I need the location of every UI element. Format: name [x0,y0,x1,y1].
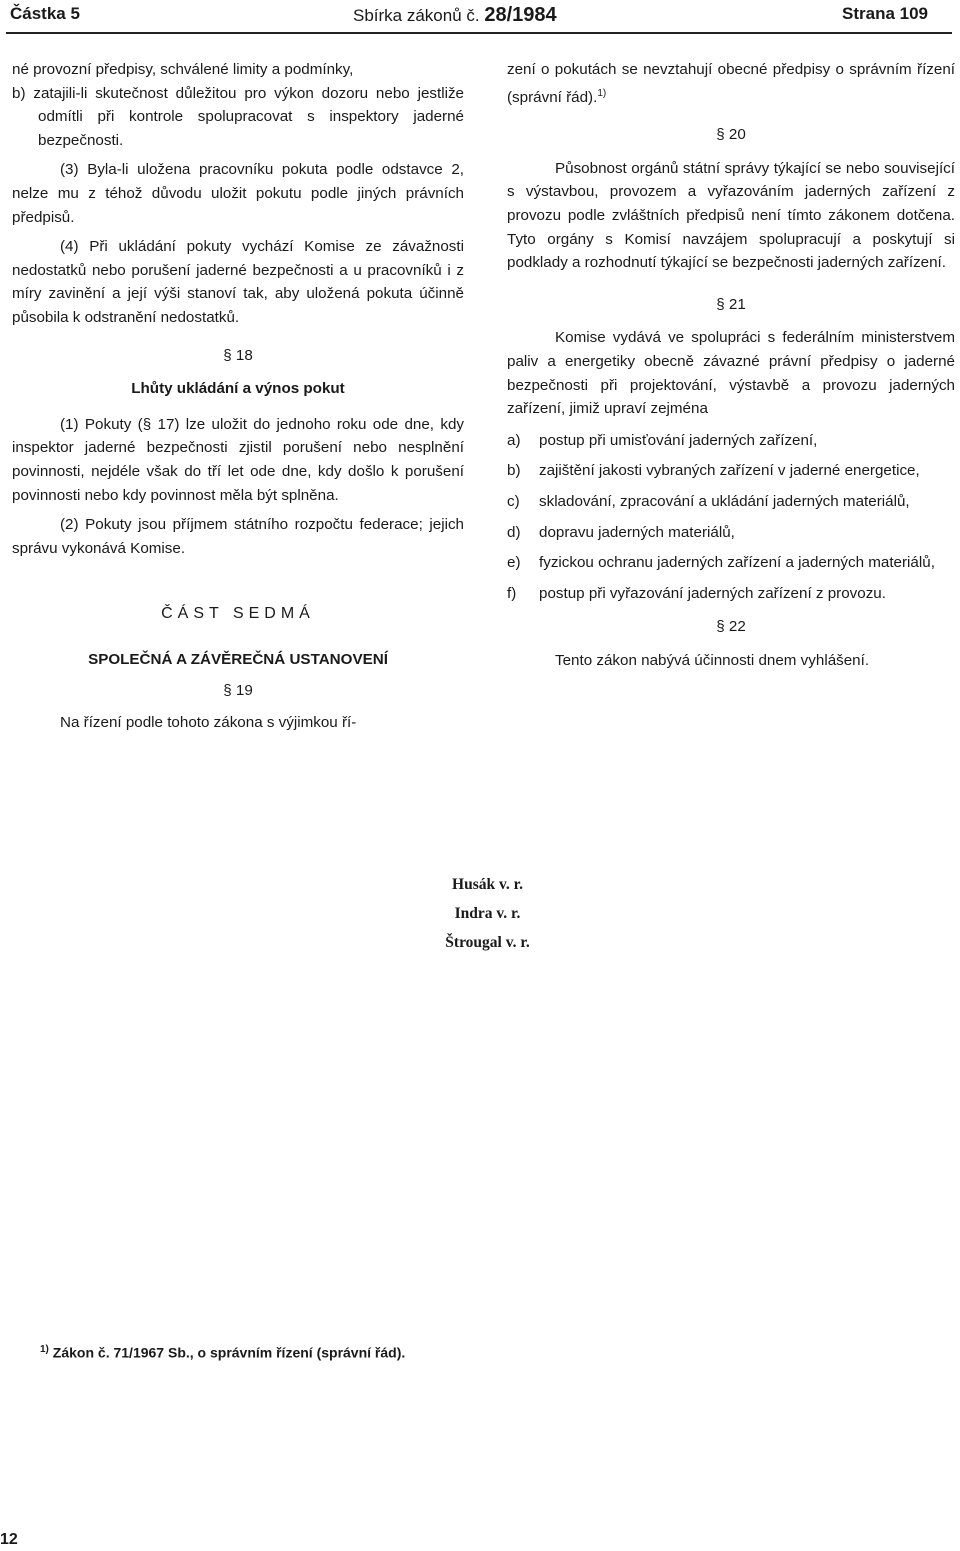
footnote-mark: 1) [40,1344,49,1355]
list-key: e) [507,554,521,572]
section-heading-20: § 20 [716,126,746,144]
paragraph: Komise vydává ve spolupráci s federálním ministerstvem paliv a energetiky obecně závazné právní předpisy o jaderné bezpečnosti při projektování, výstavbě a provozu jaderných zařízení, jimiž upraví zejména [507,329,955,418]
list-item [507,551,955,575]
list-key: f) [507,584,517,602]
list-item [507,582,955,606]
paragraph: (4) Při ukládání pokuty vychází Komise ze závažnosti nedostatků nebo porušení jaderné bezpečnosti a u pracovníků i z míry zavinění a její výši stanoví tak, aby uložená pokuta účinně působila k odstranění nedostatků. [12,238,464,326]
header-rule [6,32,952,34]
section-heading-22: § 22 [716,618,746,636]
paragraph: b) zatajili-li skutečnost důležitou pro výkon dozoru nebo jestliže odmítli při kontrole spolupracovat s inspektory jaderné bezpečnosti. [12,84,464,149]
list-text: fyzickou ochranu jaderných zařízení a jaderných materiálů, [539,554,935,572]
collection-label [353,4,557,27]
list-item [507,521,955,545]
right-column [507,58,955,673]
list-text: zajištění jakosti vybraných zařízení v jaderné energetice, [539,462,920,480]
footnote [40,1344,405,1361]
page-mark: 12 [0,1531,18,1548]
part-title: SPOLEČNÁ A ZÁVĚREČNÁ USTANOVENÍ [88,650,388,668]
list-item [507,459,955,483]
paragraph: (2) Pokuty jsou příjmem státního rozpočtu federace; jejich správu vykonává Komise. [12,516,464,557]
list-text: skladování, zpracování a ukládání jaderných materiálů, [539,492,910,510]
issue-label: Částka 5 [10,4,80,23]
paragraph: (3) Byla-li uložena pracovníku pokuta podle odstavce 2, nelze mu z téhož důvodu uložit pokutu podle jiných právních předpisů. [12,161,464,226]
list-key: d) [507,523,521,541]
signatures [0,870,960,957]
signature: Indra v. r. [454,905,521,922]
paragraph-text: zení o pokutách se nevztahují obecné předpisy o správním řízení (správní řád). [507,61,955,106]
list-text: postup při umisťování jaderných zařízení, [539,431,818,449]
collection-prefix: Sbírka zákonů č. [353,6,480,25]
footnote-text: Zákon č. 71/1967 Sb., o správním řízení (správní řád). [52,1344,406,1361]
page-number: Strana 109 [842,4,928,23]
paragraph: Na řízení podle tohoto zákona s výjimkou ří- [60,714,357,732]
section-heading-19: § 19 [223,682,253,700]
paragraph [507,58,955,109]
list-item [507,429,955,453]
list-text: postup při vyřazování jaderných zařízení z provozu. [539,584,886,602]
paragraph: (1) Pokuty (§ 17) lze uložit do jednoho roku ode dne, kdy inspektor jaderné bezpečnosti zjistil porušení nebo nesplnění povinnosti, nejdéle však do tří let ode dne, kdy došlo k porušení povinnosti nebo kdy povinnost měla být splněna. [12,415,464,504]
signature: Husák v. r. [452,876,523,893]
law-number: 28/1984 [484,4,557,26]
section-title-18: Lhůty ukládání a výnos pokut [131,380,345,398]
list-key: c) [507,492,520,510]
footnote-ref: 1) [597,87,607,99]
list-key: a) [507,431,521,449]
list-text: dopravu jaderných materiálů, [539,523,735,541]
paragraph: Tento zákon nabývá účinnosti dnem vyhlášení. [555,651,870,669]
list-item [507,490,955,514]
section-heading-18: § 18 [223,346,253,364]
list-key: b) [507,462,521,480]
paragraph: Působnost orgánů státní správy týkající se nebo související s výstavbou, provozem a vyřazováním jaderných zařízení z provozu podle zvláštních předpisů není tímto zákonem dotčena. Tyto orgány s Komisí navzájem spolupracují a poskytují si podklady a rozhodnutí týkající se bezpečnosti jaderných zařízení. [507,159,955,272]
paragraph: né provozní předpisy, schválené limity a podmínky, [12,61,354,78]
section-heading-21: § 21 [716,295,746,313]
part-heading: ČÁST SEDMÁ [161,605,315,623]
signature: Štrougal v. r. [445,934,530,951]
page-header [0,0,960,36]
left-column [12,58,464,735]
